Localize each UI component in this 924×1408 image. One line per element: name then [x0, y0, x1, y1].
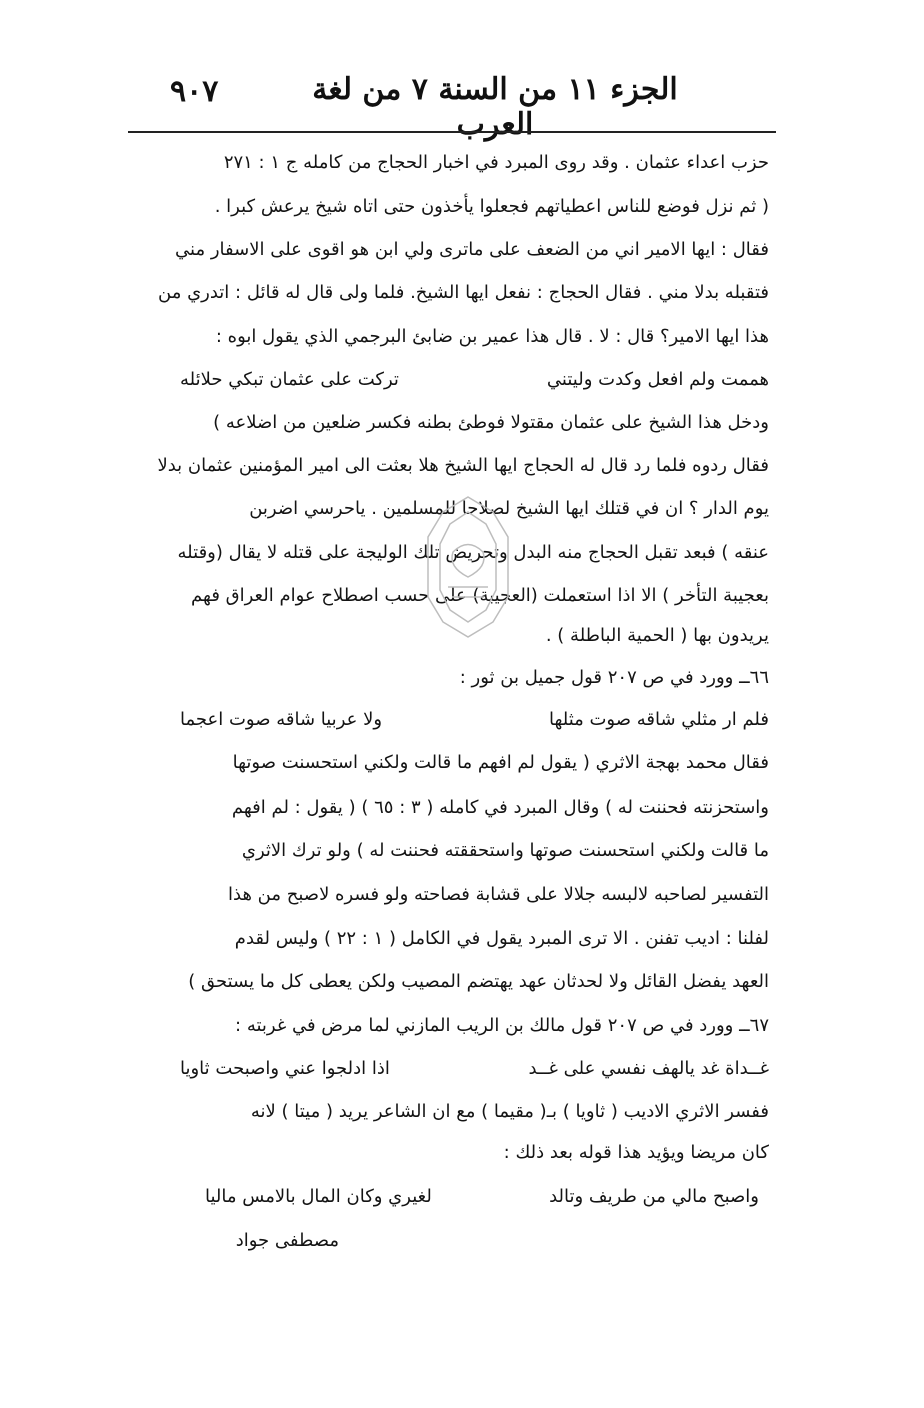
verse-hemistich-right: واصبح مالي من طريف وتالد	[549, 1186, 759, 1207]
verse-hemistich-left: اذا ادلجوا عني واصبحت ثاويا	[180, 1058, 390, 1079]
text-line: التفسير لصاحبه لالبسه جلالا على قشابة فصاحته ولو فسره لاصبح من هذا	[228, 884, 769, 905]
text-line: العهد يفضل القائل ولا لحدثان عهد يهتضم المصيب ولكن يعطى كل ما يستحق )	[188, 971, 769, 992]
text-line: عنقه ) فبعد تقبل الحجاج منه البدل وتحريض تلك الوليجة على قتله لا يقال (وقتله	[177, 542, 769, 563]
verse-hemistich-right: هممت ولم افعل وكدت وليتني	[546, 369, 769, 390]
text-line: فقال محمد بهجة الاثري ( يقول لم افهم ما قالت ولكني استحسنت صوتها	[232, 752, 769, 773]
verse-hemistich-left: تركت على عثمان تبكي حلائله	[180, 369, 399, 390]
library-stamp-watermark	[408, 492, 528, 642]
text-line: ما قالت ولكني استحسنت صوتها واستحققته فحننت له ) ولو ترك الاثري	[241, 840, 769, 861]
text-line: حزب اعداء عثمان . وقد روى المبرد في اخبار الحجاج من كامله ج ١ : ٢٧١	[223, 152, 769, 173]
text-line: ففسر الاثري الاديب ( ثاويا ) بـ( مقيما ) مع ان الشاعر يريد ( ميتا ) لانه	[250, 1101, 769, 1122]
item-66-heading: ٦٦ــ وورد في ص ٢٠٧ قول جميل بن ثور :	[459, 667, 769, 688]
verse-hemistich-left: ولا عربيا شاقه صوت اعجما	[180, 709, 383, 730]
verse-hemistich-left: لغيري وكان المال بالامس ماليا	[205, 1186, 432, 1207]
page-number: ٩٠٧	[170, 74, 219, 109]
text-line: لفلنا : اديب تفنن . الا ترى المبرد يقول في الكامل ( ١ : ٢٢ ) وليس لقدم	[234, 928, 769, 949]
text-line: كان مريضا ويؤيد هذا قوله بعد ذلك :	[503, 1142, 769, 1163]
text-line: واستحزنته فحننت له ) وقال المبرد في كامله ( ٣ : ٦٥ ) ( يقول : لم افهم	[231, 797, 769, 818]
text-line: يوم الدار ؟ ان في قتلك ايها الشيخ لصلاحا للمسلمين . ياحرسي اضربن	[249, 498, 769, 519]
text-line: ( ثم نزل فوضع للناس اعطياتهم فجعلوا يأخذون حتى اتاه شيخ يرعش كبرا .	[214, 196, 769, 217]
text-line: يريدون بها ( الحمية الباطلة ) .	[545, 625, 769, 646]
text-line: ودخل هذا الشيخ على عثمان مقتولا فوطئ بطنه فكسر ضلعين من اضلاعه )	[213, 412, 769, 433]
author-signature: مصطفى جواد	[235, 1230, 339, 1251]
text-line: هذا ايها الامير؟ قال : لا . قال هذا عمير بن ضابئ البرجمي الذي يقول ابوه :	[215, 326, 769, 347]
text-line: فقال ردوه فلما رد قال له الحجاج ايها الشيخ هلا بعثت الى امير المؤمنين عثمان بدلا	[157, 455, 769, 476]
text-line: بعجيبة التأخر ) الا اذا استعملت (العجيبة) على حسب اصطلاح عوام العراق فهم	[191, 585, 769, 606]
verse-hemistich-right: فلم ار مثلي شاقه صوت مثلها	[548, 709, 769, 730]
text-line: فتقبله بدلا مني . فقال الحجاج : نفعل ايها الشيخ. فلما ولى قال له قائل : اتدري من	[158, 282, 769, 303]
page-header-title: الجزء ١١ من السنة ٧ من لغة العرب	[312, 72, 678, 142]
verse-hemistich-right: غــداة غد يالهف نفسي على غــد	[528, 1058, 769, 1079]
header-rule	[128, 131, 776, 133]
item-67-heading: ٦٧ــ وورد في ص ٢٠٧ قول مالك بن الريب المازني لما مرض في غربته :	[235, 1015, 769, 1036]
text-line: فقال : ايها الامير اني من الضعف على ماترى ولي ابن هو اقوى على الاسفار مني	[175, 239, 769, 260]
